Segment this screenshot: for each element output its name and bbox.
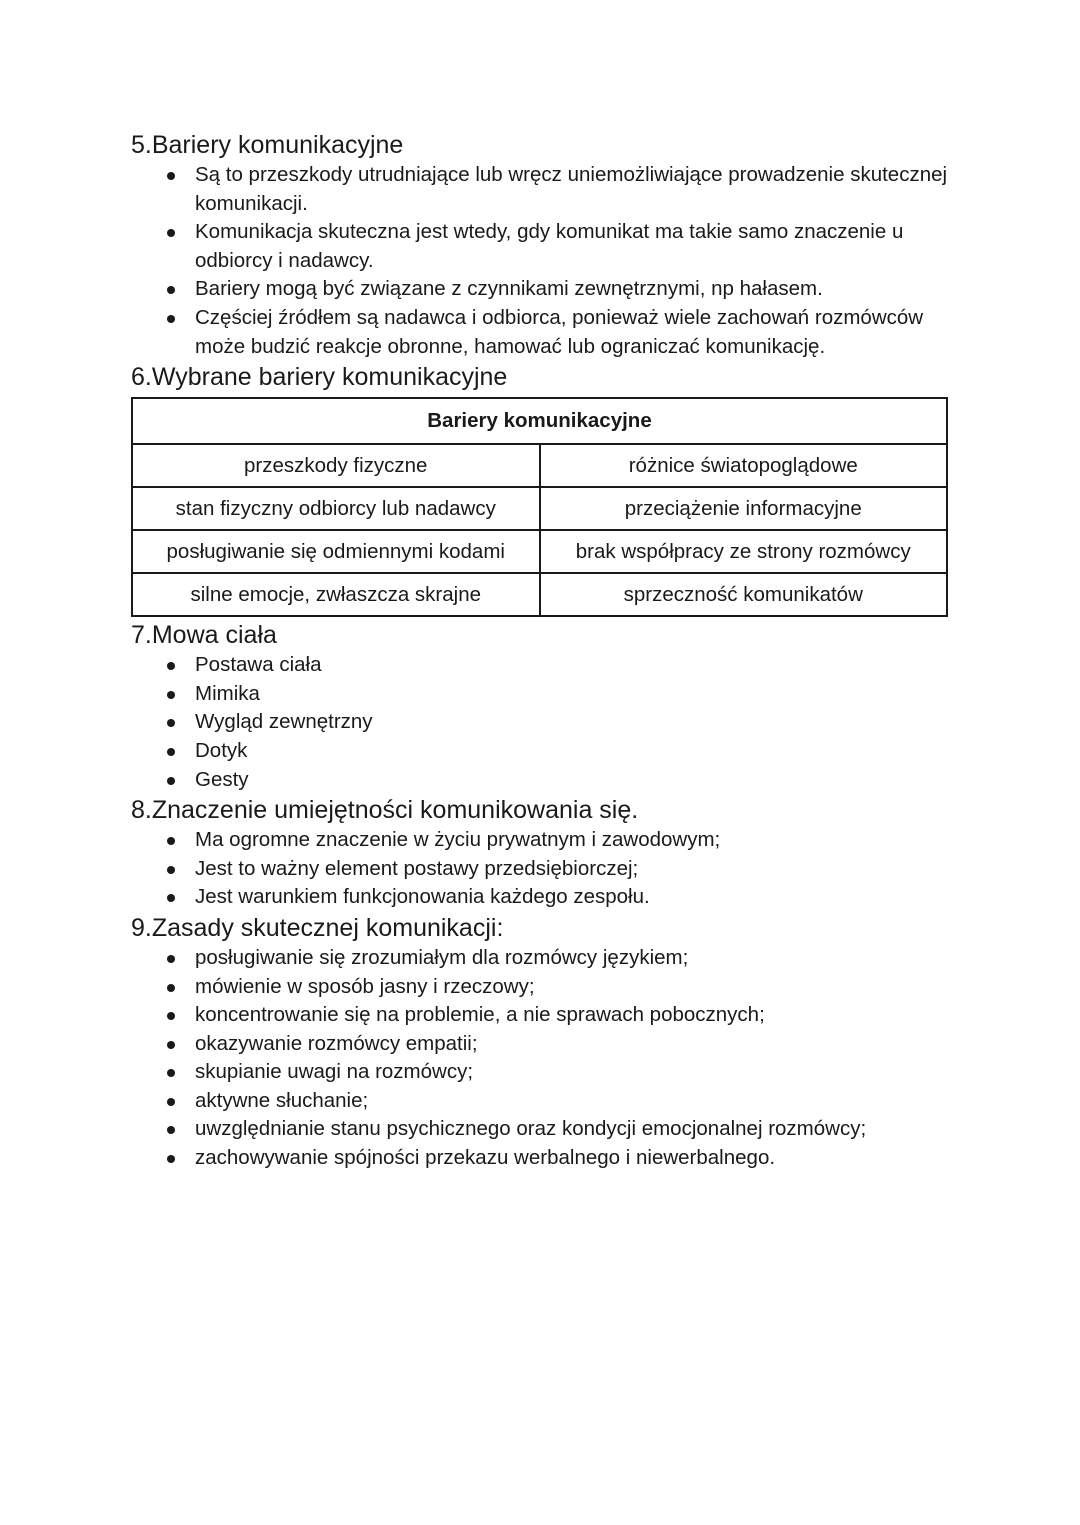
list-item: Jest to ważny element postawy przedsiębiorczej;	[195, 855, 951, 884]
document-content	[131, 129, 951, 1173]
section-8-heading: 8.Znaczenie umiejętności komunikowania się.	[131, 796, 639, 825]
list-item: Gesty	[195, 766, 951, 795]
table-cell: posługiwanie się odmiennymi kodami	[132, 530, 540, 573]
list-item: Postawa ciała	[195, 651, 951, 680]
section-5-list	[131, 161, 951, 361]
table-header: Bariery komunikacyjne	[132, 398, 947, 444]
section-9-heading: 9.Zasady skutecznej komunikacji:	[131, 913, 504, 942]
table-cell: przeciążenie informacyjne	[540, 487, 948, 530]
list-item: uwzględnianie stanu psychicznego oraz kondycji emocjonalnej rozmówcy;	[195, 1115, 951, 1144]
section-5-heading: 5.Bariery komunikacyjne	[131, 131, 404, 159]
section-9-list	[131, 944, 951, 1173]
section-7-heading: 7.Mowa ciała	[131, 621, 277, 650]
table-cell: brak współpracy ze strony rozmówcy	[540, 530, 948, 573]
list-item: skupianie uwagi na rozmówcy;	[195, 1058, 951, 1087]
table-cell: sprzeczność komunikatów	[540, 573, 948, 616]
list-item: Częściej źródłem są nadawca i odbiorca, ponieważ wiele zachowań rozmówców może budzić reakcje obronne, hamować lub ograniczać komunikację.	[195, 304, 951, 361]
list-item: Mimika	[195, 680, 951, 709]
list-item: Dotyk	[195, 737, 951, 766]
list-item: okazywanie rozmówcy empatii;	[195, 1030, 951, 1059]
list-item: Jest warunkiem funkcjonowania każdego zespołu.	[195, 883, 951, 912]
list-item: mówienie w sposób jasny i rzeczowy;	[195, 973, 951, 1002]
list-item: aktywne słuchanie;	[195, 1087, 951, 1116]
list-item: Są to przeszkody utrudniające lub wręcz uniemożliwiające prowadzenie skutecznej komunikacji.	[195, 161, 951, 218]
table-row	[132, 444, 947, 487]
section-7-list	[131, 651, 951, 794]
barriers-table	[131, 397, 948, 617]
table-row	[132, 487, 947, 530]
table-row	[132, 530, 947, 573]
table-row	[132, 573, 947, 616]
list-item: posługiwanie się zrozumiałym dla rozmówcy językiem;	[195, 944, 951, 973]
section-6-heading: 6.Wybrane bariery komunikacyjne	[131, 363, 508, 392]
table-cell: przeszkody fizyczne	[132, 444, 540, 487]
table-cell: silne emocje, zwłaszcza skrajne	[132, 573, 540, 616]
list-item: Ma ogromne znaczenie w życiu prywatnym i zawodowym;	[195, 826, 951, 855]
list-item: koncentrowanie się na problemie, a nie sprawach pobocznych;	[195, 1001, 951, 1030]
table-cell: stan fizyczny odbiorcy lub nadawcy	[132, 487, 540, 530]
list-item: Wygląd zewnętrzny	[195, 708, 951, 737]
list-item: zachowywanie spójności przekazu werbalnego i niewerbalnego.	[195, 1144, 951, 1173]
list-item: Komunikacja skuteczna jest wtedy, gdy komunikat ma takie samo znaczenie u odbiorcy i nadawcy.	[195, 218, 951, 275]
table-header-row	[132, 398, 947, 444]
table-cell: różnice światopoglądowe	[540, 444, 948, 487]
section-8-list	[131, 826, 951, 912]
list-item: Bariery mogą być związane z czynnikami zewnętrznymi, np hałasem.	[195, 275, 951, 304]
